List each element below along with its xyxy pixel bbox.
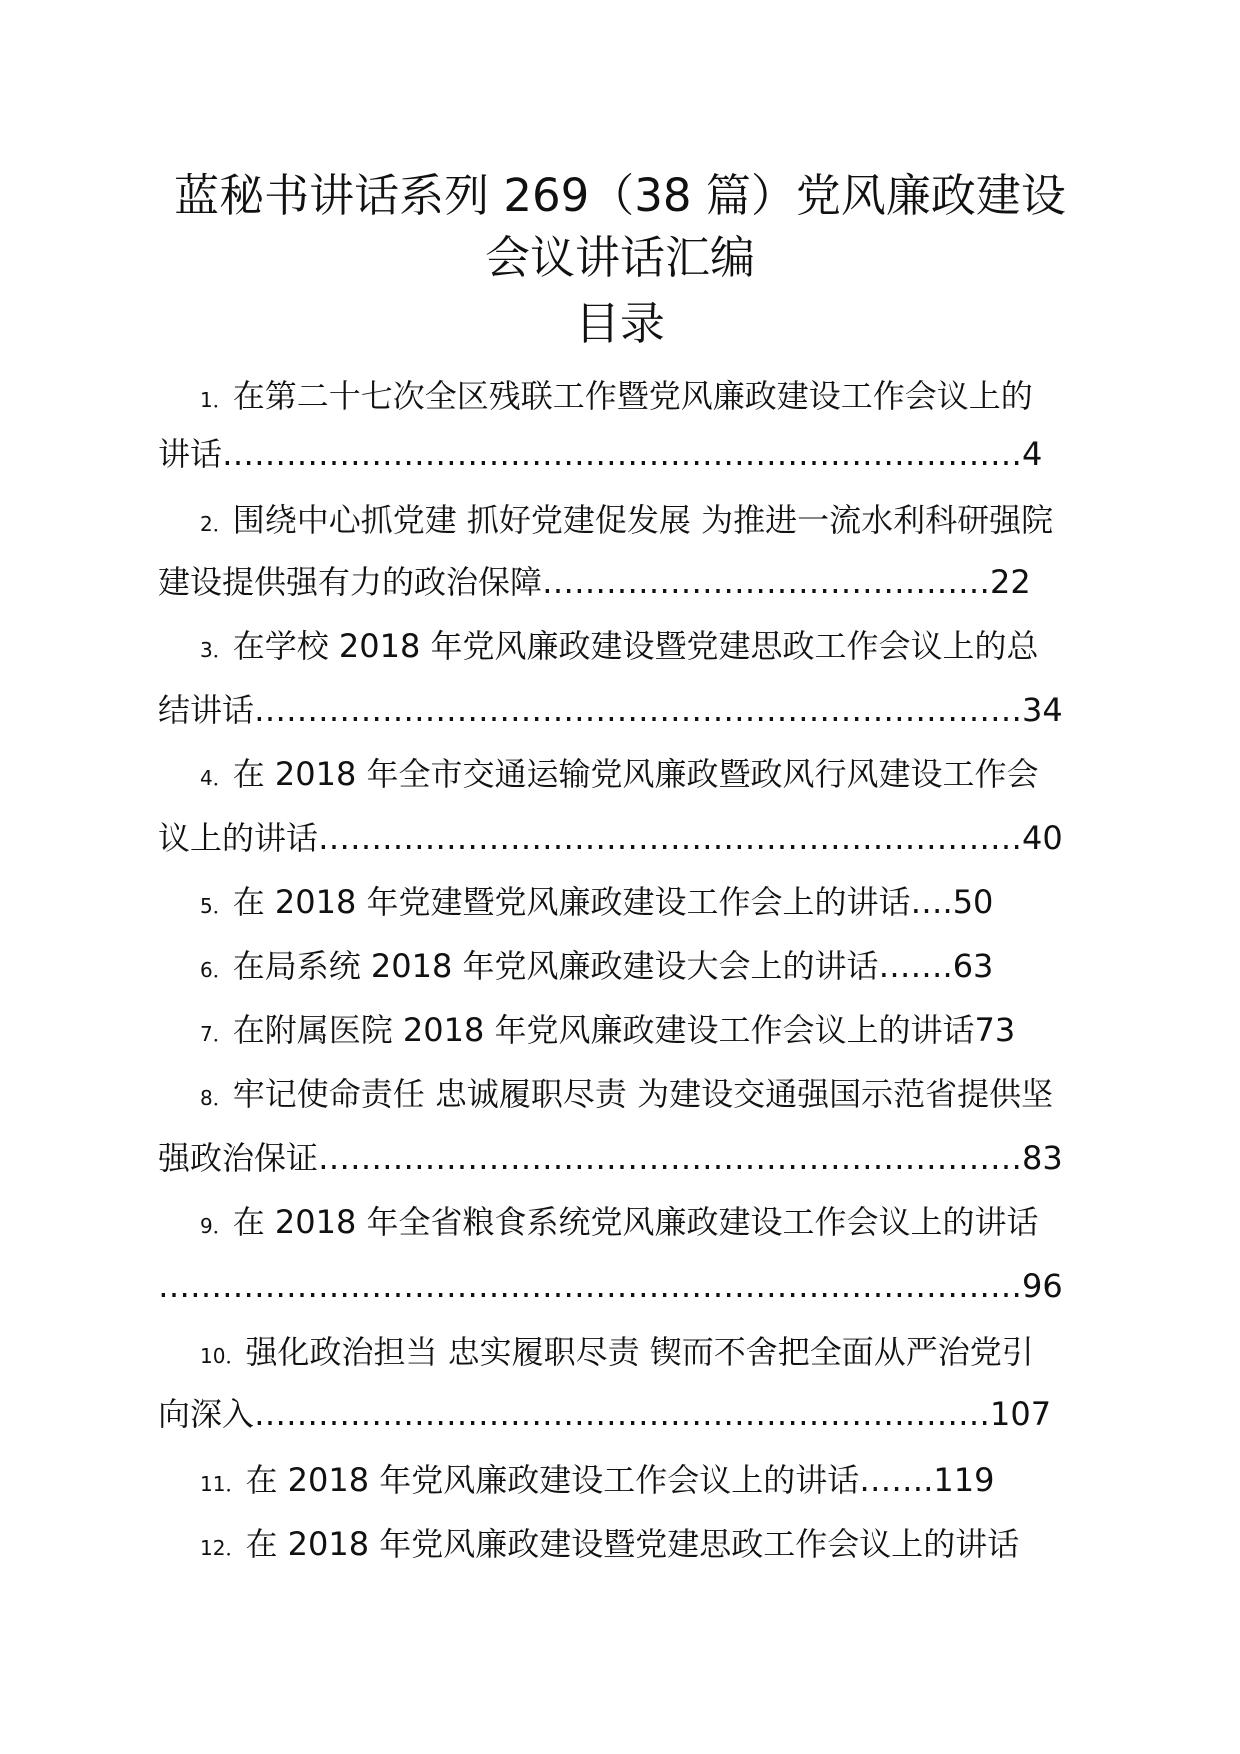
toc-entry-2-line-1[interactable] [200,498,1053,546]
toc-entry-5[interactable] [200,880,993,928]
toc-entry-text: 议上的讲话…………………………………………………………40 [158,819,1063,857]
toc-entry-number: 4． [200,766,233,790]
toc-entry-text: 在 2018 年全省粮食系统党风廉政建设工作会议上的讲话 [232,1203,1039,1241]
toc-entry-9-line-2[interactable] [158,1264,1063,1308]
toc-entry-text: 在 2018 年党风廉政建设工作会议上的讲话…….119 [245,1461,995,1499]
toc-entry-6[interactable] [200,944,993,992]
toc-entry-number: 6． [200,958,233,982]
toc-entry-11[interactable] [200,1458,995,1506]
toc-entry-text: 围绕中心抓党建 抓好党建促发展 为推进一流水利科研强院 [232,501,1054,539]
toc-entry-text: 在附属医院 2018 年党风廉政建设工作会议上的讲话73 [232,1011,1016,1049]
toc-entry-8-line-2[interactable] [158,1136,1063,1180]
toc-entry-number: 9． [200,1214,233,1238]
toc-entry-1-line-1[interactable] [200,374,1033,422]
toc-entry-number: 1． [200,388,233,412]
toc-entry-text: 在学校 2018 年党风廉政建设暨党建思政工作会议上的总 [232,627,1039,665]
toc-entry-text: 讲话…………………………………………………………………4 [158,435,1043,473]
toc-entry-text: 强化政治担当 忠实履职尽责 锲而不舍把全面从严治党引 [245,1333,1034,1371]
toc-entry-number: 7． [200,1022,233,1046]
toc-entry-8-line-1[interactable] [200,1072,1053,1120]
toc-entry-number: 2． [200,512,233,536]
toc-entry-text: ………………………………………………………………………96 [158,1267,1063,1305]
toc-entry-text: 在局系统 2018 年党风廉政建设大会上的讲话…….63 [232,947,994,985]
toc-heading: 目录 [574,297,665,350]
toc-entry-number: 3． [200,638,233,662]
toc-entry-number: 5． [200,894,233,918]
toc-entry-2-line-2[interactable] [158,560,1031,604]
toc-entry-7[interactable] [200,1008,1015,1056]
document-title-line-1: 蓝秘书讲话系列 269（38 篇）党风廉政建设 [174,169,1066,222]
toc-entry-12[interactable] [200,1522,1019,1570]
toc-entry-number: 8． [200,1086,233,1110]
toc-entry-text: 强政治保证…………………………………………………………83 [158,1139,1063,1177]
toc-entry-number: 12． [200,1536,246,1560]
toc-entry-text: 向深入……………………………………………………………107 [158,1395,1052,1433]
toc-entry-text: 在第二十七次全区残联工作暨党风廉政建设工作会议上的 [232,377,1033,415]
toc-entry-text: 在 2018 年党建暨党风廉政建设工作会上的讲话….50 [232,883,994,921]
toc-entry-1-line-2[interactable] [158,432,1042,476]
toc-entry-text: 牢记使命责任 忠诚履职尽责 为建设交通强国示范省提供坚 [232,1075,1054,1113]
toc-entry-text: 在 2018 年全市交通运输党风廉政暨政风行风建设工作会 [232,755,1039,793]
toc-entry-text: 在 2018 年党风廉政建设暨党建思政工作会议上的讲话 [245,1525,1020,1563]
toc-entry-number: 10． [200,1344,246,1368]
toc-entry-9-line-1[interactable] [200,1200,1039,1248]
toc-entry-number: 11． [200,1472,246,1496]
toc-entry-text: 建设提供强有力的政治保障……………………………………22 [158,563,1031,601]
document-title-line-2: 会议讲话汇编 [484,231,755,284]
toc-entry-4-line-2[interactable] [158,816,1063,860]
toc-entry-4-line-1[interactable] [200,752,1039,800]
toc-entry-10-line-2[interactable] [158,1392,1051,1436]
toc-entry-3-line-2[interactable] [158,688,1063,732]
toc-entry-10-line-1[interactable] [200,1330,1034,1378]
toc-entry-text: 结讲话………………………………………………………………34 [158,691,1063,729]
toc-entry-3-line-1[interactable] [200,624,1039,672]
